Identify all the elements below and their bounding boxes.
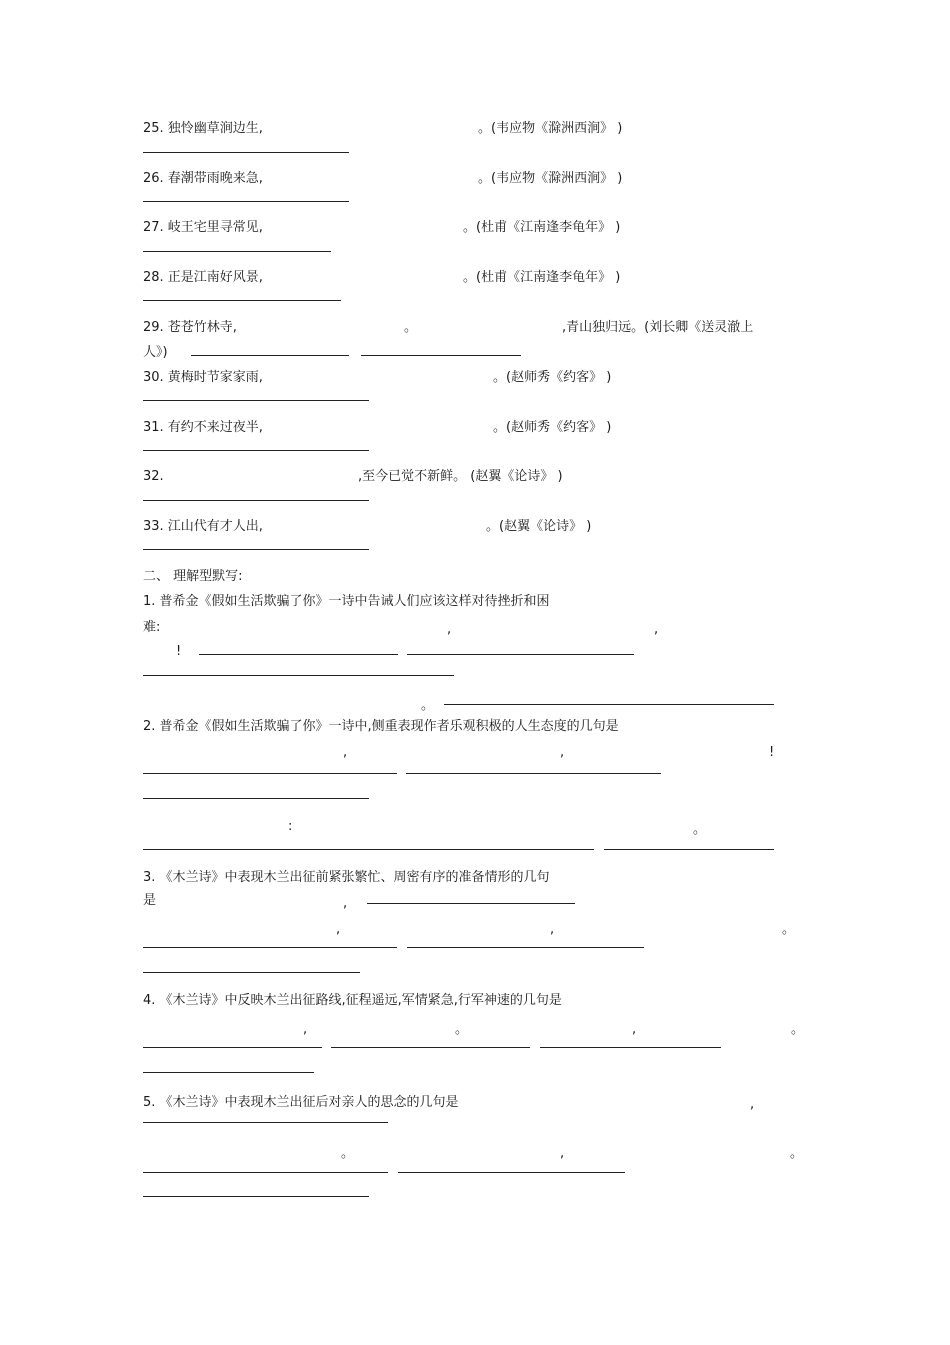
p1-comma-1: ,: [447, 622, 452, 637]
p3-comma-1: ,: [343, 896, 348, 911]
q26-answer-blank[interactable]: [143, 201, 349, 202]
p1-answer-blank-1[interactable]: [199, 654, 398, 655]
q26-stem: 26. 春潮带雨晚来急,: [143, 171, 263, 186]
q25-answer-blank[interactable]: [143, 152, 349, 153]
p4-answer-blank-2[interactable]: [331, 1047, 530, 1048]
q28-stem: 28. 正是江南好风景,: [143, 270, 263, 285]
p4-period-1: 。: [455, 1022, 469, 1037]
p2-prompt: 2. 普希金《假如生活欺骗了你》一诗中,侧重表现作者乐观积极的人生态度的几句是: [143, 719, 619, 734]
p3-comma-2: ,: [336, 922, 341, 937]
q27-stem: 27. 岐王宅里寻常见,: [143, 220, 263, 235]
p1-answer-blank-4[interactable]: [444, 704, 774, 705]
p4-answer-blank-4[interactable]: [143, 1072, 314, 1073]
q30-source: 。(赵师秀《约客》 ): [493, 370, 612, 385]
p4-comma-1: ,: [303, 1022, 308, 1037]
p4-answer-blank-1[interactable]: [143, 1047, 322, 1048]
p5-answer-blank-4[interactable]: [143, 1196, 369, 1197]
p2-answer-blank-2[interactable]: [406, 773, 661, 774]
p1-period: 。: [421, 698, 435, 713]
p3-answer-blank-4[interactable]: [143, 972, 360, 973]
q25-source: 。(韦应物《滁洲西涧》 ): [478, 121, 623, 136]
p5-comma-2: ,: [560, 1146, 565, 1161]
q31-source: 。(赵师秀《约客》 ): [493, 420, 612, 435]
q31-answer-blank[interactable]: [143, 450, 369, 451]
q29-mid-punct: 。: [404, 320, 418, 335]
p1-prompt: 1. 普希金《假如生活欺骗了你》一诗中告诫人们应该这样对待挫折和困: [143, 594, 550, 609]
q29-source-cont: 人》): [143, 345, 168, 360]
q33-stem: 33. 江山代有才人出,: [143, 519, 263, 534]
p5-prompt: 5. 《木兰诗》中表现木兰出征后对亲人的思念的几句是: [143, 1095, 459, 1110]
p1-comma-2: ,: [654, 622, 659, 637]
p4-prompt: 4. 《木兰诗》中反映木兰出征路线,征程遥远,军情紧急,行军神速的几句是: [143, 993, 562, 1008]
q31-stem: 31. 有约不来过夜半,: [143, 420, 263, 435]
q32-answer-blank[interactable]: [143, 500, 369, 501]
p1-exclamation: !: [176, 644, 182, 659]
p4-answer-blank-3[interactable]: [540, 1047, 721, 1048]
q27-source: 。(杜甫《江南逢李龟年》 ): [463, 220, 621, 235]
q30-stem: 30. 黄梅时节家家雨,: [143, 370, 263, 385]
p4-period-2: 。: [791, 1022, 805, 1037]
p5-comma-1: ,: [750, 1097, 755, 1112]
q32-source: ,至今已觉不新鲜。 (赵翼《论诗》 ): [358, 469, 563, 484]
p1-answer-blank-3[interactable]: [143, 675, 454, 676]
q30-answer-blank[interactable]: [143, 400, 369, 401]
p3-period: 。: [782, 922, 796, 937]
p5-answer-blank-1[interactable]: [143, 1122, 388, 1123]
q29-answer-blank-2[interactable]: [361, 355, 521, 356]
q27-answer-blank[interactable]: [143, 251, 331, 252]
p2-answer-blank-3[interactable]: [143, 798, 369, 799]
p4-comma-2: ,: [632, 1022, 637, 1037]
q26-source: 。(韦应物《滁洲西涧》 ): [478, 171, 623, 186]
q32-stem: 32.: [143, 469, 164, 484]
p2-colon: :: [288, 819, 293, 834]
q25-stem: 25. 独怜幽草涧边生,: [143, 121, 263, 136]
p2-period: 。: [693, 822, 707, 837]
p2-comma-2: ,: [560, 745, 565, 760]
p3-comma-3: ,: [550, 922, 555, 937]
p2-answer-blank-5[interactable]: [604, 849, 774, 850]
p3-prompt: 3. 《木兰诗》中表现木兰出征前紧张繁忙、周密有序的准备情形的几句: [143, 870, 550, 885]
p1-answer-blank-2[interactable]: [407, 654, 634, 655]
p5-period-2: 。: [790, 1146, 804, 1161]
p3-answer-blank-1[interactable]: [367, 903, 575, 904]
p2-exclamation: !: [769, 745, 775, 760]
p3-answer-blank-2[interactable]: [143, 947, 397, 948]
q28-answer-blank[interactable]: [143, 300, 341, 301]
p5-period-1: 。: [341, 1146, 355, 1161]
p3-prompt-cont: 是: [143, 893, 157, 908]
q29-answer-blank-1[interactable]: [191, 355, 349, 356]
p2-comma-1: ,: [343, 745, 348, 760]
q29-source: ,青山独归远。(刘长卿《送灵澈上: [562, 320, 754, 335]
q33-source: 。(赵翼《论诗》 ): [486, 519, 592, 534]
q33-answer-blank[interactable]: [143, 549, 369, 550]
p5-answer-blank-3[interactable]: [398, 1172, 625, 1173]
q29-stem: 29. 苍苍竹林寺,: [143, 320, 237, 335]
p2-answer-blank-4[interactable]: [143, 849, 594, 850]
p5-answer-blank-2[interactable]: [143, 1172, 388, 1173]
p1-prompt-cont: 难:: [143, 620, 161, 635]
section-2-title: 二、 理解型默写:: [143, 569, 243, 584]
q28-source: 。(杜甫《江南逢李龟年》 ): [463, 270, 621, 285]
p2-answer-blank-1[interactable]: [143, 773, 397, 774]
p3-answer-blank-3[interactable]: [407, 947, 644, 948]
